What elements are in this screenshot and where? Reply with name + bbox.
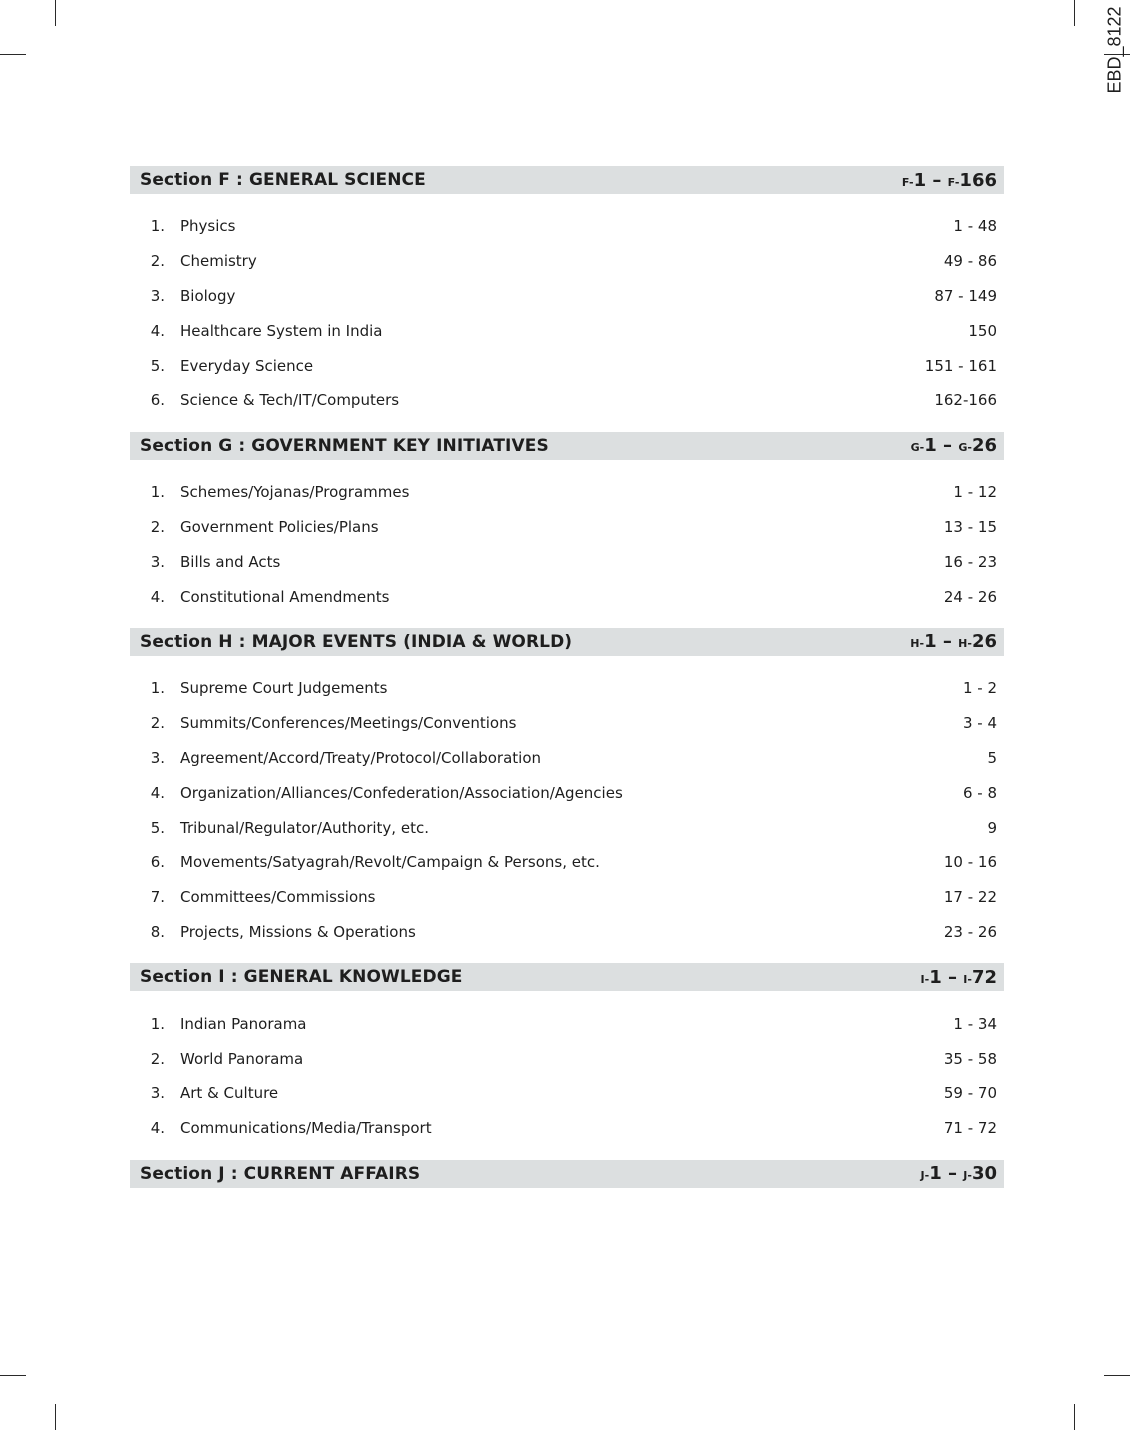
table-of-contents bbox=[130, 166, 1004, 1188]
toc-entry-label: Everyday Science bbox=[180, 356, 314, 375]
toc-entry-pages: 23 - 26 bbox=[943, 922, 997, 941]
toc-entry bbox=[130, 209, 1004, 244]
toc-entry-label: Communications/Media/Transport bbox=[180, 1119, 432, 1138]
toc-entry-pages: 3 - 4 bbox=[962, 714, 997, 733]
range-start: 1 bbox=[929, 966, 942, 988]
toc-entry-pages: 87 - 149 bbox=[934, 286, 997, 305]
crop-mark bbox=[55, 1404, 56, 1430]
toc-entry-num: 4. bbox=[150, 1119, 165, 1138]
toc-entry bbox=[130, 1111, 1004, 1146]
section-header bbox=[130, 166, 1004, 194]
range-prefix: G bbox=[958, 441, 968, 455]
toc-entry bbox=[130, 510, 1004, 545]
section-item-list bbox=[130, 656, 1004, 963]
crop-mark bbox=[1074, 0, 1075, 26]
section-title: Section J : CURRENT AFFAIRS bbox=[140, 1163, 421, 1184]
toc-entry-pages: 49 - 86 bbox=[943, 252, 997, 271]
toc-entry-label: Movements/Satyagrah/Revolt/Campaign & Persons, etc. bbox=[180, 853, 600, 872]
toc-entry bbox=[130, 741, 1004, 776]
toc-entry-label: Healthcare System in India bbox=[180, 321, 383, 340]
range-prefix: J bbox=[963, 1169, 968, 1183]
toc-entry bbox=[130, 348, 1004, 383]
toc-entry-num: 1. bbox=[150, 483, 165, 502]
section-page-range: H-1 – H-26 bbox=[910, 631, 997, 653]
toc-entry-label: Schemes/Yojanas/Programmes bbox=[180, 483, 410, 502]
toc-entry-pages: 35 - 58 bbox=[943, 1049, 997, 1068]
range-start: 1 bbox=[913, 169, 927, 191]
toc-entry bbox=[130, 1076, 1004, 1111]
range-prefix: F bbox=[947, 175, 955, 189]
toc-entry bbox=[130, 915, 1004, 950]
toc-entry-num: 4. bbox=[150, 783, 165, 802]
toc-entry-pages: 1 - 12 bbox=[953, 483, 997, 502]
toc-entry bbox=[130, 845, 1004, 880]
crop-mark bbox=[0, 1375, 26, 1376]
range-prefix: H bbox=[910, 637, 920, 651]
toc-entry bbox=[130, 810, 1004, 845]
section-item-list bbox=[130, 460, 1004, 628]
toc-entry bbox=[130, 313, 1004, 348]
toc-entry-pages: 150 bbox=[968, 321, 997, 340]
toc-entry bbox=[130, 880, 1004, 915]
toc-entry-label: Agreement/Accord/Treaty/Protocol/Collaboration bbox=[180, 748, 542, 767]
toc-entry-pages: 1 - 48 bbox=[953, 217, 997, 236]
section-page-range: I-1 – I-72 bbox=[920, 966, 997, 988]
section-page-range: G-1 – G-26 bbox=[910, 435, 997, 457]
document-code-text: EBD_8122 bbox=[1104, 6, 1125, 94]
toc-entry-label: Biology bbox=[180, 286, 236, 305]
toc-entry-num: 3. bbox=[150, 552, 165, 571]
toc-entry-label: Summits/Conferences/Meetings/Conventions bbox=[180, 714, 517, 733]
toc-entry-pages: 13 - 15 bbox=[943, 517, 997, 536]
toc-entry-num: 1. bbox=[150, 217, 165, 236]
range-prefix: H bbox=[958, 637, 968, 651]
toc-entry-num: 4. bbox=[150, 321, 165, 340]
range-end: 30 bbox=[971, 1163, 997, 1185]
toc-entry-label: Chemistry bbox=[180, 252, 257, 271]
toc-entry-num: 4. bbox=[150, 587, 165, 606]
range-start: 1 bbox=[929, 1163, 942, 1185]
range-prefix: G bbox=[910, 441, 920, 455]
toc-entry-label: Committees/Commissions bbox=[180, 888, 376, 907]
toc-entry-num: 2. bbox=[150, 714, 165, 733]
toc-entry-num: 6. bbox=[150, 391, 165, 410]
toc-entry-pages: 17 - 22 bbox=[943, 888, 997, 907]
toc-entry bbox=[130, 671, 1004, 706]
toc-entry-num: 2. bbox=[150, 517, 165, 536]
toc-entry-label: Government Policies/Plans bbox=[180, 517, 379, 536]
toc-entry-label: Bills and Acts bbox=[180, 552, 281, 571]
toc-entry bbox=[130, 279, 1004, 314]
toc-entry bbox=[130, 244, 1004, 279]
range-prefix: I bbox=[963, 972, 968, 986]
toc-entry-num: 6. bbox=[150, 853, 165, 872]
toc-entry-label: World Panorama bbox=[180, 1049, 304, 1068]
section-title: Section G : GOVERNMENT KEY INITIATIVES bbox=[140, 435, 549, 456]
toc-entry bbox=[130, 383, 1004, 418]
toc-entry-num: 8. bbox=[150, 922, 165, 941]
toc-entry-num: 2. bbox=[150, 1049, 165, 1068]
toc-entry-pages: 1 - 34 bbox=[953, 1014, 997, 1033]
section-item-list bbox=[130, 194, 1004, 432]
section-item-list bbox=[130, 991, 1004, 1159]
section-title: Section I : GENERAL KNOWLEDGE bbox=[140, 967, 463, 988]
range-end: 26 bbox=[971, 435, 997, 457]
toc-entry bbox=[130, 544, 1004, 579]
range-end: 26 bbox=[971, 631, 997, 653]
toc-entry-pages: 162-166 bbox=[934, 391, 997, 410]
toc-entry-num: 3. bbox=[150, 286, 165, 305]
toc-entry-label: Art & Culture bbox=[180, 1084, 279, 1103]
toc-entry-label: Supreme Court Judgements bbox=[180, 679, 388, 698]
section-title: Section H : MAJOR EVENTS (INDIA & WORLD) bbox=[140, 631, 573, 652]
section-header bbox=[130, 963, 1004, 991]
range-start: 1 bbox=[924, 435, 937, 457]
toc-entry-pages: 9 bbox=[987, 818, 997, 837]
toc-entry bbox=[130, 1006, 1004, 1041]
toc-entry-label: Tribunal/Regulator/Authority, etc. bbox=[180, 818, 429, 837]
range-start: 1 bbox=[924, 631, 937, 653]
section-header bbox=[130, 1160, 1004, 1188]
toc-entry-label: Indian Panorama bbox=[180, 1014, 307, 1033]
toc-entry-num: 7. bbox=[150, 888, 165, 907]
crop-mark bbox=[0, 54, 26, 55]
toc-entry-pages: 24 - 26 bbox=[943, 587, 997, 606]
section-title: Section F : GENERAL SCIENCE bbox=[140, 170, 426, 190]
section-header bbox=[130, 432, 1004, 460]
toc-entry-num: 1. bbox=[150, 1014, 165, 1033]
range-prefix: F bbox=[901, 175, 909, 189]
section-header bbox=[130, 628, 1004, 656]
toc-entry-label: Constitutional Amendments bbox=[180, 587, 390, 606]
toc-entry-num: 2. bbox=[150, 252, 165, 271]
toc-entry-num: 3. bbox=[150, 1084, 165, 1103]
toc-entry-num: 1. bbox=[150, 679, 165, 698]
toc-entry-pages: 16 - 23 bbox=[943, 552, 997, 571]
section-page-range: F-1 – F-166 bbox=[901, 169, 997, 191]
toc-entry bbox=[130, 706, 1004, 741]
range-prefix: J bbox=[920, 1169, 925, 1183]
document-code bbox=[1104, 0, 1126, 100]
toc-entry bbox=[130, 775, 1004, 810]
toc-entry-label: Science & Tech/IT/Computers bbox=[180, 391, 400, 410]
crop-mark bbox=[1104, 1375, 1130, 1376]
toc-entry-pages: 6 - 8 bbox=[962, 783, 997, 802]
toc-entry-label: Projects, Missions & Operations bbox=[180, 922, 416, 941]
toc-entry-num: 3. bbox=[150, 748, 165, 767]
toc-entry bbox=[130, 1041, 1004, 1076]
toc-entry bbox=[130, 475, 1004, 510]
range-end: 166 bbox=[959, 169, 997, 191]
toc-entry-pages: 151 - 161 bbox=[924, 356, 997, 375]
toc-entry-num: 5. bbox=[150, 356, 165, 375]
range-end: 72 bbox=[971, 966, 997, 988]
crop-mark bbox=[55, 0, 56, 26]
toc-entry-label: Physics bbox=[180, 217, 236, 236]
section-page-range: J-1 – J-30 bbox=[920, 1163, 997, 1185]
toc-entry-num: 5. bbox=[150, 818, 165, 837]
toc-entry-label: Organization/Alliances/Confederation/Association/Agencies bbox=[180, 783, 623, 802]
crop-mark bbox=[1074, 1404, 1075, 1430]
toc-entry-pages: 5 bbox=[987, 748, 997, 767]
toc-entry-pages: 1 - 2 bbox=[962, 679, 997, 698]
toc-entry-pages: 10 - 16 bbox=[943, 853, 997, 872]
range-prefix: I bbox=[920, 972, 925, 986]
toc-entry bbox=[130, 579, 1004, 614]
toc-entry-pages: 71 - 72 bbox=[943, 1119, 997, 1138]
toc-entry-pages: 59 - 70 bbox=[943, 1084, 997, 1103]
